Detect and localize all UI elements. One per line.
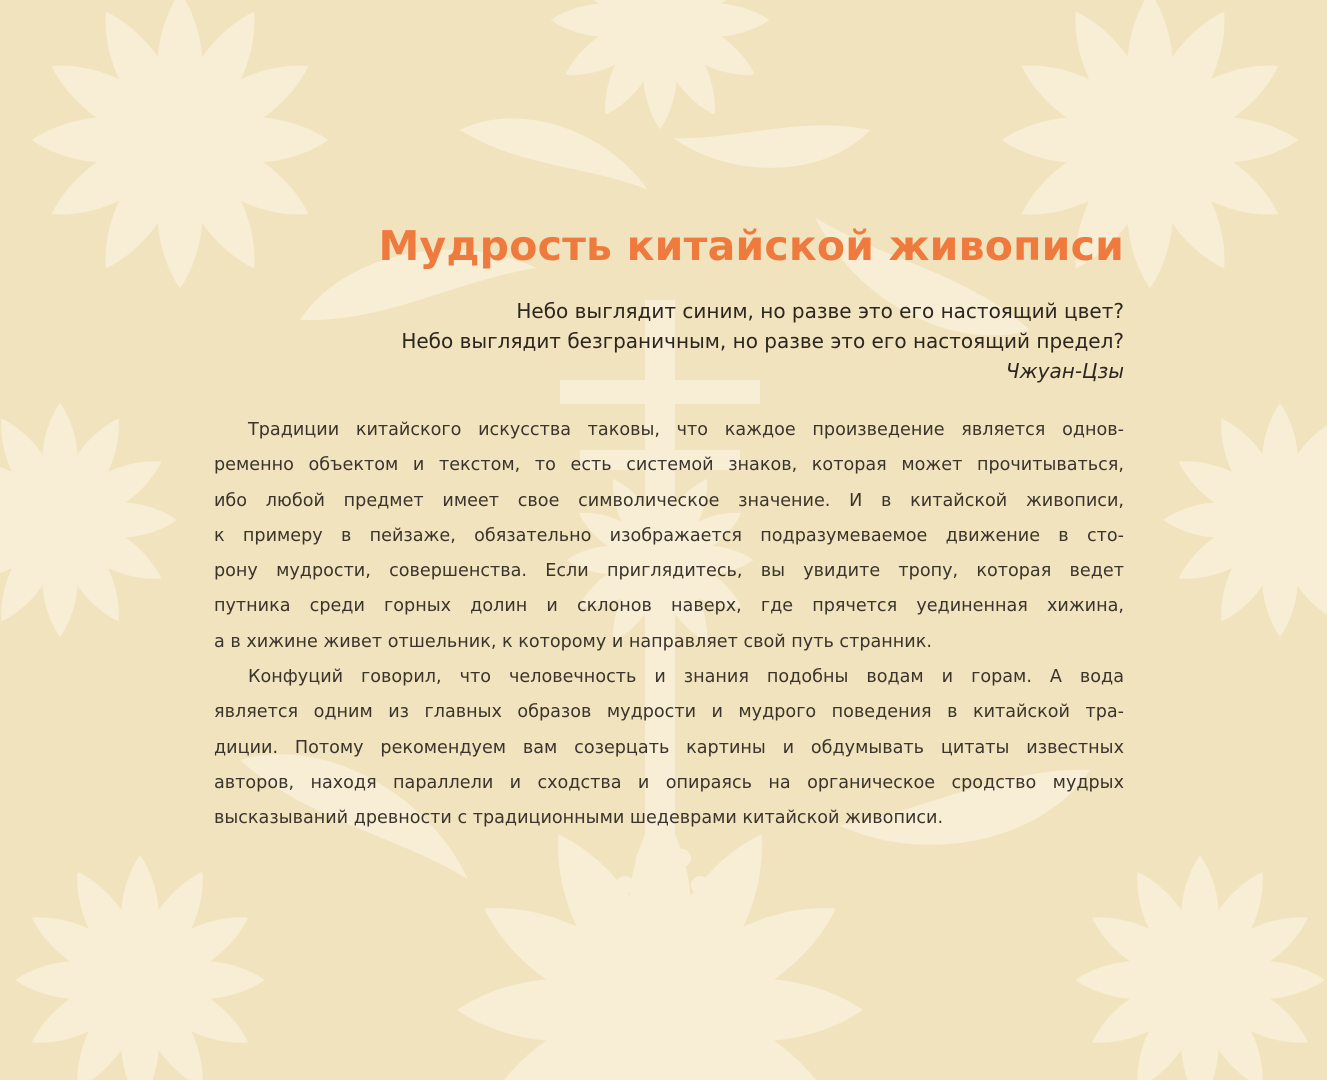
epigraph-line: Небо выглядит безграничным, но разве это его настоящий предел? [401, 329, 1124, 353]
body-text [214, 413, 1124, 837]
text-line: ибо любой предмет имеет свое символическое значение. И в китайской живописи, [214, 490, 1124, 511]
epigraph [214, 296, 1124, 386]
text-line: диции. Потому рекомендуем вам созерцать картины и обдумывать цитаты известных [214, 737, 1124, 758]
epigraph-line: Небо выглядит синим, но разве это его настоящий цвет? [516, 299, 1124, 323]
page-content [214, 218, 1124, 837]
text-line: ременно объектом и текстом, то есть системой знаков, которая может прочитываться, [214, 455, 1124, 476]
text-line: авторов, находя параллели и сходства и опираясь на органическое сродство мудрых [214, 772, 1124, 793]
text-line: является одним из главных образов мудрости и мудрого поведения в китайской тра- [214, 702, 1124, 723]
text-line: путника среди горных долин и склонов наверх, где прячется уединенная хижина, [214, 596, 1124, 617]
epigraph-author: Чжуан-Цзы [1005, 359, 1124, 383]
text-line: высказываний древности с традиционными шедеврами китайской живописи. [214, 808, 944, 829]
text-line: рону мудрости, совершенства. Если приглядитесь, вы увидите тропу, которая ведет [214, 561, 1124, 582]
text-line: а в хижине живет отшельник, к которому и направляет свой путь странник. [214, 631, 932, 652]
text-line: Конфуций говорил, что человечность и знания подобны водам и горам. А вода [248, 667, 1124, 688]
page-title: Мудрость китайской живописи [378, 222, 1124, 270]
paragraph-1 [214, 413, 1124, 660]
paragraph-2 [214, 660, 1124, 836]
text-line: к примеру в пейзаже, обязательно изображается подразумеваемое движение в сто- [214, 525, 1124, 546]
text-line: Традиции китайского искусства таковы, что каждое произведение является однов- [248, 420, 1124, 440]
